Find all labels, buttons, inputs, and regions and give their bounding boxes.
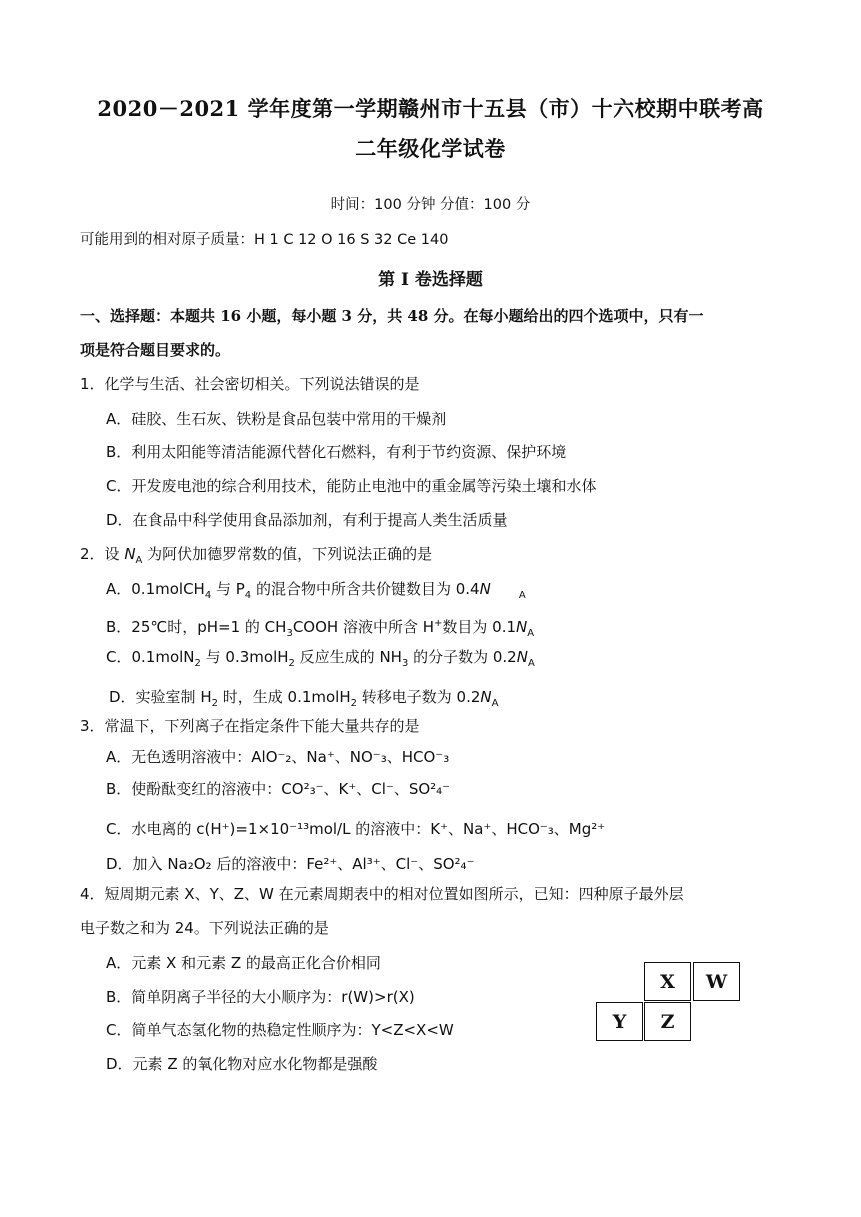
exam-title-line2: 二年级化学试卷 bbox=[355, 136, 506, 161]
question-4-stem-line1: 4．短周期元素 X、Y、Z、W 在元素周期表中的相对位置如图所示，已知：四种原子最外层 bbox=[80, 885, 684, 903]
text-part: 的混合物中所含共价键数目为 0.4 bbox=[251, 580, 480, 598]
question-3-option-b: B．使酚酞变红的溶液中：CO²₃⁻、K⁺、Cl⁻、SO²₄⁻ bbox=[106, 780, 451, 798]
text-part: D．实验室制 H bbox=[109, 688, 212, 706]
question-4-option-c: C．简单气态氢化物的热稳定性顺序为：Y<Z<X<W bbox=[106, 1021, 454, 1039]
question-3-option-d: D．加入 Na₂O₂ 后的溶液中：Fe²⁺、Al³⁺、Cl⁻、SO²₄⁻ bbox=[106, 855, 475, 873]
subscript: 4 bbox=[204, 590, 212, 601]
text-part: B．25℃时，pH=1 的 CH bbox=[106, 618, 287, 636]
na-symbol: N bbox=[479, 580, 491, 598]
question-2-stem-part: 为阿伏加德罗常数的值，下列说法正确的是 bbox=[142, 545, 433, 563]
time-score-info: 时间：100 分钟 分值：100 分 bbox=[330, 197, 531, 213]
element-cell-z: Z bbox=[644, 1002, 691, 1041]
question-1-option-b: B．利用太阳能等清洁能源代替化石燃料，有利于节约资源、保护环境 bbox=[106, 443, 567, 461]
text-part: A．0.1molCH bbox=[106, 580, 205, 598]
subscript: 2 bbox=[194, 658, 201, 669]
question-1-option-d: D．在食品中科学使用食品添加剂，有利于提高人类生活质量 bbox=[106, 511, 508, 529]
text-part: 的分子数为 0.2 bbox=[408, 648, 517, 666]
text-part: 数目为 0.1 bbox=[442, 618, 517, 636]
text-part: 转移电子数为 0.2 bbox=[357, 688, 481, 706]
atomic-masses-info: 可能用到的相对原子质量：H 1 C 12 O 16 S 32 Ce 140 bbox=[80, 232, 449, 248]
question-1-option-c: C．开发废电池的综合利用技术，能防止电池中的重金属等污染土壤和水体 bbox=[106, 477, 597, 495]
text-part: COOH 溶液中所含 H bbox=[292, 618, 434, 636]
periodic-table-fragment bbox=[596, 962, 742, 1042]
na-symbol: N bbox=[516, 618, 528, 636]
exam-title-line1: 2020－2021 学年度第一学期赣州市十五县（市）十六校期中联考高 bbox=[97, 96, 764, 121]
na-symbol: N bbox=[516, 648, 528, 666]
na-subscript: A bbox=[518, 590, 526, 601]
question-3-stem: 3．常温下，下列离子在指定条件下能大量共存的是 bbox=[80, 717, 420, 735]
element-cell-x: X bbox=[644, 962, 691, 1001]
subscript: 2 bbox=[288, 658, 295, 669]
question-4-option-d: D．元素 Z 的氧化物对应水化物都是强酸 bbox=[106, 1055, 378, 1073]
question-1-option-a: A．硅胶、生石灰、铁粉是食品包装中常用的干燥剂 bbox=[106, 410, 447, 428]
question-1-stem: 1．化学与生活、社会密切相关。下列说法错误的是 bbox=[80, 375, 420, 393]
text-part: 时，生成 0.1molH bbox=[217, 688, 351, 706]
question-3-option-a: A．无色透明溶液中：AlO⁻₂、Na⁺、NO⁻₃、HCO⁻₃ bbox=[106, 748, 450, 766]
subscript: 3 bbox=[286, 628, 293, 639]
superscript: + bbox=[434, 618, 443, 629]
question-4-option-b: B．简单阴离子半径的大小顺序为：r(W)>r(X) bbox=[106, 988, 415, 1006]
text-part: 与 P bbox=[211, 580, 245, 598]
question-2-option-c bbox=[106, 646, 535, 669]
instruction-line2: 项是符合题目要求的。 bbox=[80, 341, 231, 359]
question-2-stem bbox=[80, 543, 432, 566]
question-2-option-a bbox=[106, 578, 526, 601]
subscript: 3 bbox=[401, 658, 409, 669]
element-cell-y: Y bbox=[596, 1002, 643, 1041]
subscript: 4 bbox=[244, 590, 252, 601]
question-4-option-a: A．元素 X 和元素 Z 的最高正化合价相同 bbox=[106, 954, 381, 972]
na-subscript: A bbox=[527, 658, 535, 669]
question-2-option-b bbox=[106, 616, 534, 639]
subscript: 2 bbox=[211, 698, 218, 709]
text-part: C．0.1molN bbox=[106, 648, 195, 666]
question-4-stem-line2: 电子数之和为 24。下列说法正确的是 bbox=[80, 919, 329, 937]
question-3-option-c: C．水电离的 c(H⁺)=1×10⁻¹³mol/L 的溶液中：K⁺、Na⁺、HCO⁻₃、Mg²⁺ bbox=[106, 820, 606, 838]
question-2-option-d bbox=[109, 686, 498, 709]
instruction-line1: 一、选择题：本题共 16 小题，每小题 3 分，共 48 分。在每小题给出的四个选项中，只有一 bbox=[80, 307, 704, 325]
na-subscript: A bbox=[527, 628, 535, 639]
na-subscript: A bbox=[135, 555, 143, 566]
section-title: 第 I 卷选择题 bbox=[378, 270, 483, 290]
na-symbol: N bbox=[480, 688, 492, 706]
text-part: 与 0.3molH bbox=[200, 648, 289, 666]
na-symbol: N bbox=[124, 545, 136, 563]
question-2-stem-part: 2．设 bbox=[80, 545, 125, 563]
subscript: 2 bbox=[350, 698, 357, 709]
na-subscript: A bbox=[491, 698, 499, 709]
text-part: 反应生成的 NH bbox=[294, 648, 402, 666]
element-cell-w: W bbox=[693, 962, 740, 1001]
